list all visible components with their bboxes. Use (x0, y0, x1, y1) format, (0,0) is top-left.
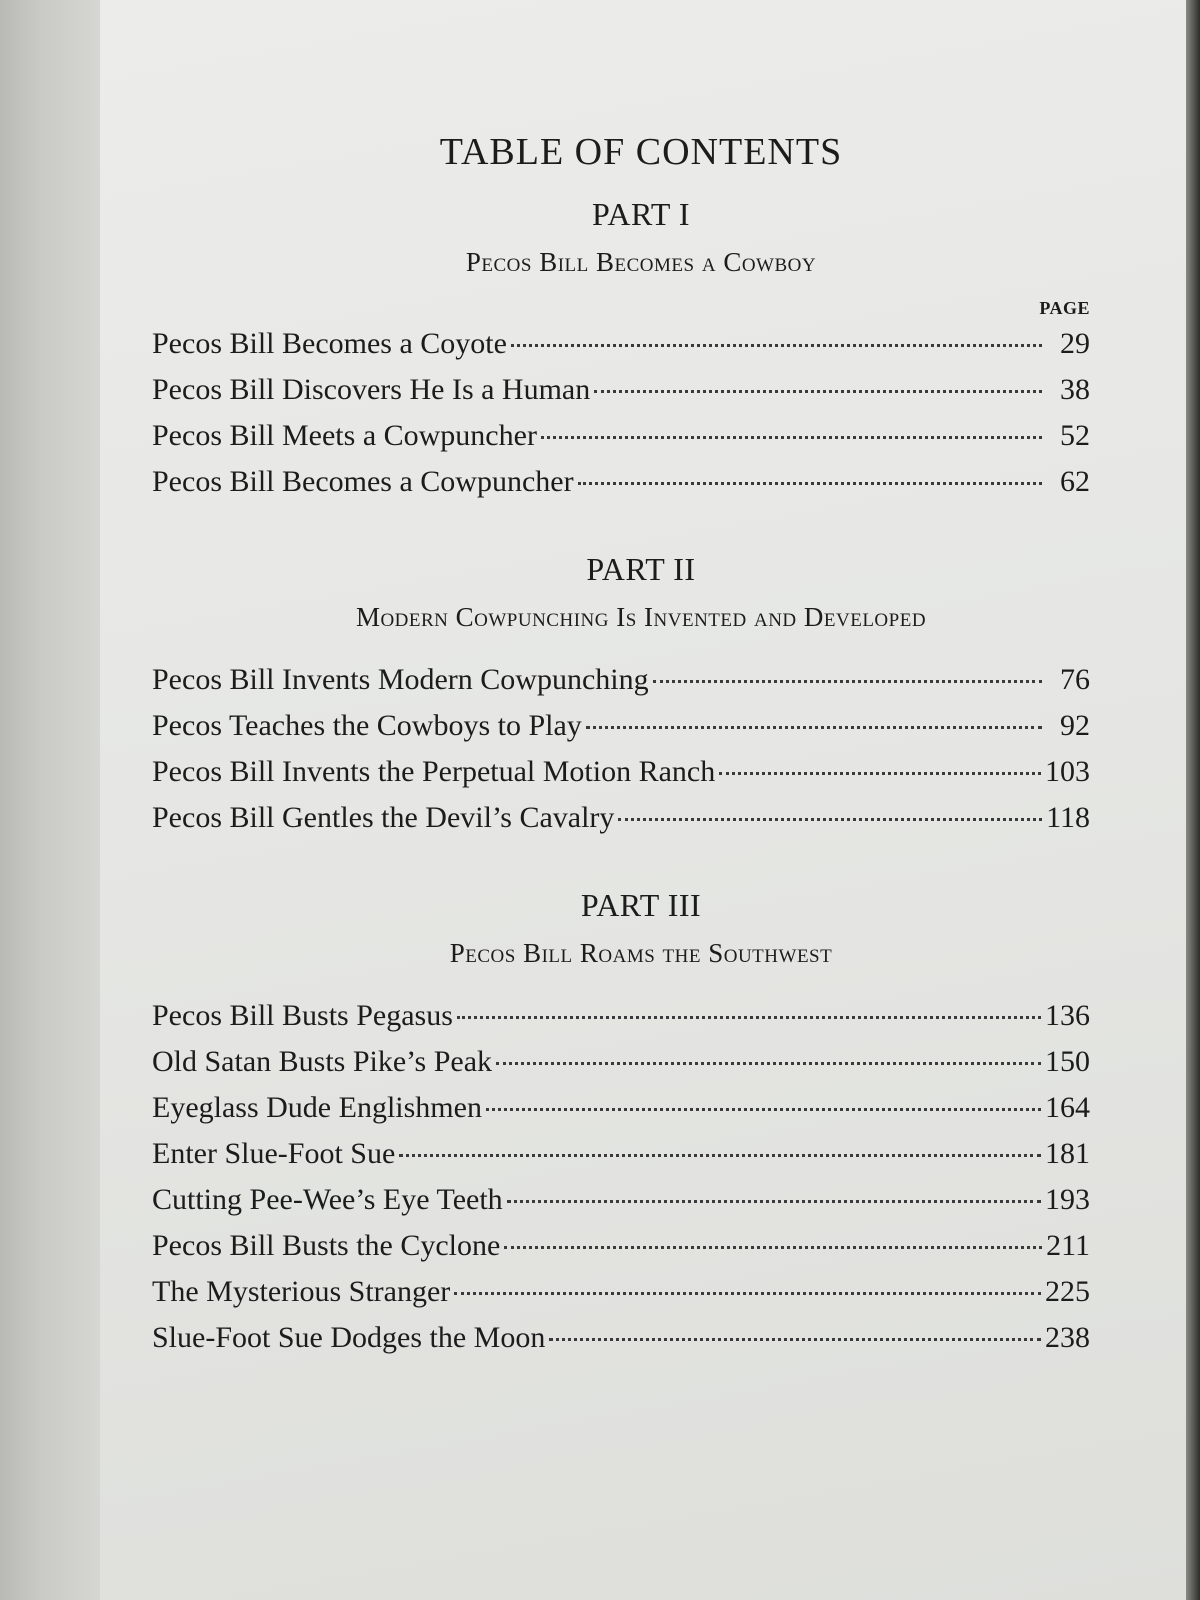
chapter-title: Pecos Bill Invents the Perpetual Motion Ranch (152, 755, 716, 788)
chapter-page-number: 29 (1060, 327, 1090, 360)
chapter-list (146, 657, 1112, 841)
chapter-entry (152, 1315, 1090, 1361)
chapter-title: Pecos Bill Becomes a Coyote (152, 327, 507, 360)
part-subtitle: Pecos Bill Roams the Southwest (449, 938, 833, 968)
chapter-title: Pecos Teaches the Cowboys to Play (152, 709, 582, 742)
facing-page-edge (0, 0, 100, 1600)
chapter-page-number: 193 (1045, 1183, 1090, 1216)
part-subtitle: Pecos Bill Becomes a Cowboy (465, 247, 817, 277)
dot-leader (454, 1292, 1041, 1295)
dot-leader (594, 390, 1042, 393)
dot-leader (618, 818, 1042, 821)
chapter-title: Cutting Pee-Wee’s Eye Teeth (152, 1183, 503, 1216)
chapter-page-number: 164 (1045, 1091, 1090, 1124)
chapter-entry (152, 413, 1090, 459)
dot-leader (586, 726, 1042, 729)
chapter-title: Pecos Bill Becomes a Cowpuncher (152, 465, 574, 498)
chapter-page-number: 181 (1045, 1137, 1090, 1170)
chapter-title: Enter Slue-Foot Sue (152, 1137, 396, 1170)
table-of-contents (146, 130, 1112, 1361)
part-subtitle: Modern Cowpunching Is Invented and Developed (355, 602, 927, 632)
page-column-label: PAGE (1039, 298, 1090, 318)
page-title: TABLE OF CONTENTS (439, 131, 843, 173)
chapter-page-number: 150 (1045, 1045, 1090, 1078)
chapter-entry (152, 367, 1090, 413)
chapter-entry (152, 749, 1090, 795)
dot-leader (511, 344, 1042, 347)
dot-leader (457, 1016, 1041, 1019)
chapter-entry (152, 321, 1090, 367)
chapter-entry (152, 993, 1090, 1039)
part-heading: PART I (591, 196, 690, 232)
chapter-entry (152, 1269, 1090, 1315)
dot-leader (653, 680, 1042, 683)
dot-leader (549, 1338, 1041, 1341)
dot-leader (541, 436, 1042, 439)
part-heading: PART II (586, 551, 696, 587)
chapter-page-number: 103 (1045, 755, 1090, 788)
book-page (100, 0, 1186, 1600)
chapter-page-number: 62 (1060, 465, 1090, 498)
dot-leader (399, 1154, 1041, 1157)
chapter-title: Pecos Bill Busts Pegasus (152, 999, 453, 1032)
chapter-entry (152, 1039, 1090, 1085)
chapter-list (146, 993, 1112, 1361)
chapter-entry (152, 459, 1090, 505)
chapter-page-number: 211 (1046, 1229, 1090, 1262)
chapter-title: Pecos Bill Invents Modern Cowpunching (152, 663, 649, 696)
dot-leader (504, 1246, 1042, 1249)
chapter-page-number: 238 (1045, 1321, 1090, 1354)
part-3 (146, 887, 1112, 1361)
chapter-entry (152, 1085, 1090, 1131)
chapter-entry (152, 795, 1090, 841)
part-2 (146, 551, 1112, 841)
chapter-entry (152, 657, 1090, 703)
chapter-title: Pecos Bill Gentles the Devil’s Cavalry (152, 801, 615, 834)
chapter-title: Eyeglass Dude Englishmen (152, 1091, 482, 1124)
chapter-title: The Mysterious Stranger (152, 1275, 451, 1308)
book-cover-edge (1186, 0, 1200, 1600)
chapter-page-number: 225 (1045, 1275, 1090, 1308)
chapter-title: Pecos Bill Busts the Cyclone (152, 1229, 501, 1262)
part-1 (146, 196, 1112, 505)
chapter-list (146, 321, 1112, 505)
chapter-title: Pecos Bill Discovers He Is a Human (152, 373, 591, 406)
chapter-entry (152, 703, 1090, 749)
chapter-page-number: 92 (1060, 709, 1090, 742)
chapter-entry (152, 1131, 1090, 1177)
chapter-title: Old Satan Busts Pike’s Peak (152, 1045, 493, 1078)
chapter-page-number: 136 (1045, 999, 1090, 1032)
chapter-page-number: 76 (1060, 663, 1090, 696)
chapter-page-number: 38 (1060, 373, 1090, 406)
dot-leader (507, 1200, 1041, 1203)
dot-leader (486, 1108, 1041, 1111)
dot-leader (719, 772, 1041, 775)
chapter-entry (152, 1223, 1090, 1269)
chapter-page-number: 52 (1060, 419, 1090, 452)
chapter-entry (152, 1177, 1090, 1223)
chapter-title: Pecos Bill Meets a Cowpuncher (152, 419, 537, 452)
dot-leader (578, 482, 1042, 485)
chapter-page-number: 118 (1046, 801, 1090, 834)
part-heading: PART III (580, 887, 702, 923)
chapter-title: Slue-Foot Sue Dodges the Moon (152, 1321, 546, 1354)
dot-leader (496, 1062, 1041, 1065)
